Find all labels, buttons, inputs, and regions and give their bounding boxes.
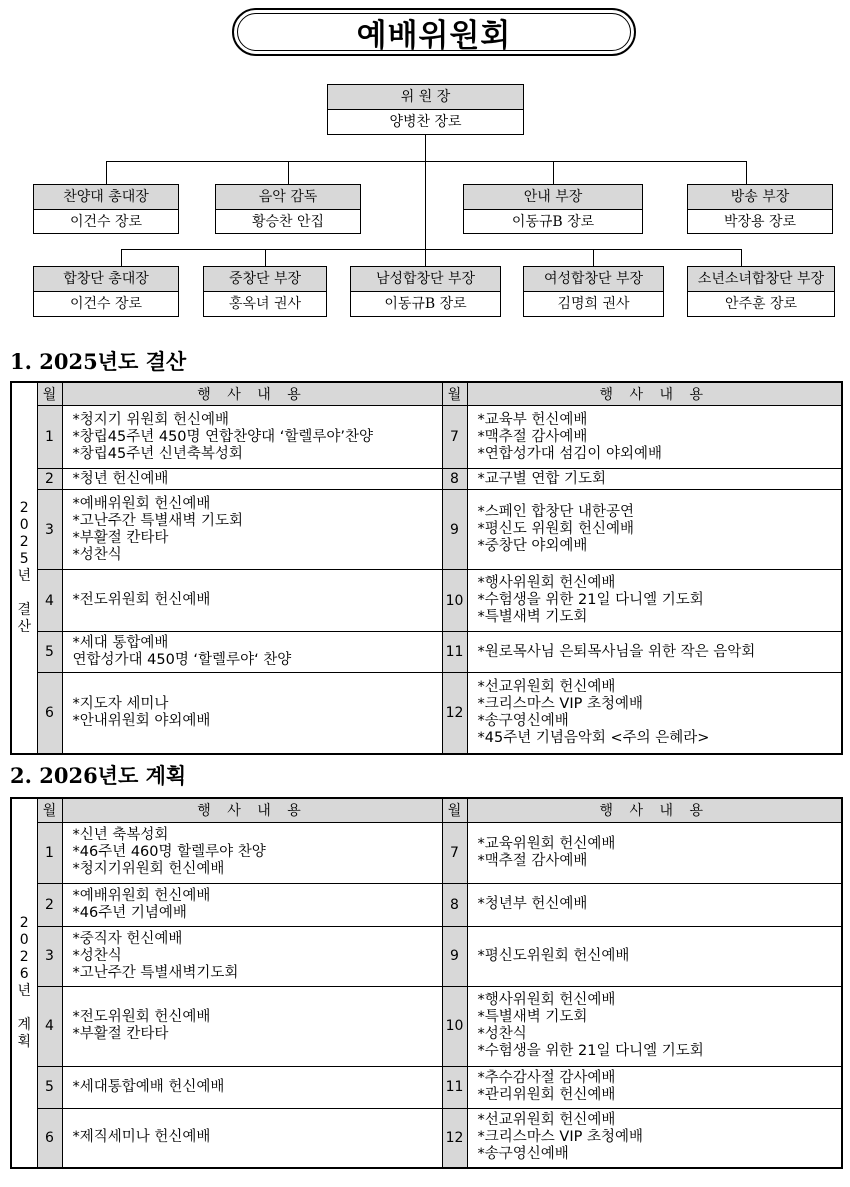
table-row [11,986,842,1066]
event-item: *행사위원회 헌신예배 [477,992,616,1008]
side-label [11,382,37,754]
events-cell [467,406,842,469]
month-cell: 8 [442,883,467,926]
org-name: 황승찬 안집 [251,214,325,230]
month-cell: 8 [442,469,467,490]
events-cell [62,570,442,632]
org-name: 양병찬 장로 [389,114,462,130]
event-item: *수험생을 위한 21일 다니엘 기도회 [477,592,704,608]
table-row [11,673,842,754]
side-label-char: 획 [17,1034,32,1050]
month-cell: 12 [442,673,467,754]
org-box [687,266,835,317]
events-cell [467,469,842,490]
events-cell [62,490,442,570]
event-item: *행사위원회 헌신예배 [477,575,616,591]
org-box [687,184,833,234]
month-cell: 3 [37,490,62,570]
events-cell [62,1066,442,1108]
event-item: *교육위원회 헌신예배 [477,835,616,852]
event-item: *청년부 헌신예배 [477,896,588,912]
side-label-char: 2 [19,499,29,516]
event-item: *성찬식 [477,1026,527,1042]
org-box [523,266,664,317]
org-line [746,161,747,184]
side-label-char: 5 [19,550,29,567]
events-cell [62,632,442,673]
month-cell: 11 [442,632,467,673]
month-cell: 9 [442,490,467,570]
event-item: *세대통합예배 헌신예배 [72,1078,225,1095]
table-row [11,570,842,632]
event-item: *지도자 세미나 [72,695,169,712]
event-item: *성찬식 [72,546,122,563]
month-cell: 2 [37,469,62,490]
event-item: *세대 통합예배 [72,635,169,651]
side-label-char: 2 [19,915,29,931]
side-label-char: 0 [19,932,29,948]
side-label [11,798,37,1168]
month-cell: 5 [37,1066,62,1108]
org-box [215,184,361,234]
side-label-char: 년 [17,567,32,584]
event-item: *청지기 위원회 헌신예배 [72,411,230,428]
event-item: *성찬식 [72,947,122,964]
org-role: 음악 감독 [216,185,360,210]
month-cell: 6 [37,673,62,754]
event-item: *교구별 연합 기도회 [477,470,607,487]
events-cell [62,469,442,490]
event-item: *크리스마스 VIP 초청예배 [477,695,643,712]
events-cell [467,822,842,883]
org-line [288,161,289,184]
month-cell: 3 [37,926,62,986]
org-line [593,249,594,266]
table-row [11,883,842,926]
table-row [11,632,842,673]
table-row [11,1108,842,1168]
event-item: *원로목사님 은퇴목사님을 위한 작은 음악회 [477,643,756,660]
side-label-char [12,585,37,602]
events-cell [467,490,842,570]
event-item: *예배위원회 헌신예배 [72,887,211,904]
event-item: *선교위원회 헌신예배 [477,678,616,695]
side-label-char: 0 [19,516,29,533]
section-title: 2. 2026년도 계획 [10,763,187,788]
header-month: 월 [37,798,62,822]
event-item: *고난주간 특별새벽 기도회 [72,512,244,529]
events-cell [467,926,842,986]
org-role: 합창단 총대장 [34,267,178,292]
side-label-char: 년 [17,983,32,999]
org-role: 소년소녀합창단 부장 [688,267,834,292]
month-cell: 10 [442,570,467,632]
event-item: *스페인 합창단 내한공연 [477,504,635,520]
org-box [33,266,179,317]
table-row [11,822,842,883]
org-role: 여성합창단 부장 [524,267,663,292]
month-cell: 4 [37,570,62,632]
event-item: *46주년 기념예배 [72,904,187,921]
table-row [11,469,842,490]
org-line [121,249,122,266]
event-item: *제직세미나 헌신예배 [72,1129,211,1146]
table-row [11,490,842,570]
events-cell [467,570,842,632]
header-month: 월 [442,798,467,822]
event-item: *송구영신예배 [477,712,569,729]
org-role: 위 원 장 [328,85,523,110]
header-month: 월 [442,382,467,406]
table-row [11,406,842,469]
event-item: *추수감사절 감사예배 [477,1070,616,1086]
month-cell: 4 [37,986,62,1066]
events-cell [62,986,442,1066]
event-item: *46주년 460명 할렐루야 찬양 [72,844,266,860]
org-name: 박장용 장로 [723,214,797,230]
event-item: *선교위원회 헌신예배 [477,1112,616,1129]
month-cell: 2 [37,883,62,926]
month-cell: 11 [442,1066,467,1108]
events-cell [467,1066,842,1108]
org-name: 이동규B 장로 [384,296,467,312]
header-month: 월 [37,382,62,406]
event-item: *창립45주년 450명 연합찬양대 ‘할렐루야’찬양 [72,428,374,445]
event-item: *관리위원회 헌신예배 [477,1087,616,1103]
month-cell: 9 [442,926,467,986]
event-item: *특별새벽 기도회 [477,1009,588,1025]
event-item: *크리스마스 VIP 초청예배 [477,1129,643,1146]
event-item: *부활절 칸타타 [72,529,169,546]
side-label-char: 결 [17,601,32,618]
events-cell [467,986,842,1066]
event-item: *특별새벽 기도회 [477,609,588,625]
org-line [265,249,266,266]
org-role: 방송 부장 [688,185,832,210]
month-cell: 10 [442,986,467,1066]
org-name: 이건수 장로 [69,296,143,312]
org-role: 중창단 부장 [204,267,326,292]
event-item: *수험생을 위한 21일 다니엘 기도회 [477,1043,704,1059]
org-role: 남성합창단 부장 [351,267,500,292]
org-name: 이건수 장로 [69,214,143,230]
plan-table-2026 [10,797,843,1169]
event-item: *안내위원회 야외예배 [72,712,211,729]
org-box [203,266,327,317]
org-box [33,184,179,234]
event-item: *부활절 칸타타 [72,1026,169,1042]
event-item: *연합성가대 섬김이 야외예배 [477,445,663,462]
month-cell: 7 [442,406,467,469]
events-cell [467,673,842,754]
org-box [463,184,643,234]
event-item: *청년 헌신예배 [72,470,169,487]
event-item: *45주년 기념음악회 <주의 은혜라> [477,729,710,746]
events-cell [62,1108,442,1168]
events-cell [467,1108,842,1168]
side-label-char: 2 [19,533,29,550]
event-item: *송구영신예배 [477,1146,569,1163]
events-cell [62,883,442,926]
page-title: 예배위원회 [237,13,631,51]
org-box-chair [327,84,524,135]
header-content: 행 사 내 용 [467,798,842,822]
event-item: *신년 축복성회 [72,827,169,843]
header-content: 행 사 내 용 [467,382,842,406]
org-line [106,161,107,184]
event-item: *교육부 헌신예배 [477,411,588,428]
org-name: 안주훈 장로 [724,296,798,312]
section-title: 1. 2025년도 결산 [10,349,187,374]
event-item: 연합성가대 450명 ‘할렐루야‘ 찬양 [72,652,292,668]
event-item: *평신도위원회 헌신예배 [477,947,630,964]
org-role: 안내 부장 [464,185,642,210]
events-cell [467,883,842,926]
org-line [106,161,746,162]
month-cell: 6 [37,1108,62,1168]
event-item: *맥추절 감사예배 [477,428,588,445]
table-row [11,1066,842,1108]
org-role: 찬양대 총대장 [34,185,178,210]
org-line [425,134,426,267]
event-item: *고난주간 특별새벽기도회 [72,964,239,981]
org-name: 이동규B 장로 [511,214,595,230]
title-frame [232,8,636,56]
side-label-char: 계 [17,1017,32,1033]
month-cell: 12 [442,1108,467,1168]
event-item: *청지기위원회 헌신예배 [72,861,225,877]
events-cell [62,673,442,754]
month-cell: 1 [37,406,62,469]
event-item: *전도위원회 헌신예배 [72,592,211,608]
event-item: *전도위원회 헌신예배 [72,1009,211,1025]
events-cell [467,632,842,673]
events-cell [62,822,442,883]
side-label-char: 산 [17,618,32,635]
org-line [741,249,742,266]
events-cell [62,406,442,469]
org-name: 김명희 권사 [557,296,630,312]
side-label-char: 2 [19,949,29,965]
org-line [553,161,554,184]
plan-table-2025 [10,381,843,755]
org-line [121,249,742,250]
event-item: *중창단 야외예배 [477,538,588,554]
event-item: *평신도 위원회 헌신예배 [477,521,635,537]
side-label-char: 6 [19,966,29,982]
side-label-char [12,1000,37,1017]
org-box [350,266,501,317]
event-item: *중직자 헌신예배 [72,930,183,947]
month-cell: 1 [37,822,62,883]
events-cell [62,926,442,986]
event-item: *예배위원회 헌신예배 [72,495,211,512]
table-row [11,926,842,986]
header-content: 행 사 내 용 [62,798,442,822]
header-content: 행 사 내 용 [62,382,442,406]
event-item: *창립45주년 신년축복성회 [72,445,243,462]
month-cell: 5 [37,632,62,673]
month-cell: 7 [442,822,467,883]
org-name: 홍옥녀 권사 [228,296,302,312]
event-item: *맥추절 감사예배 [477,852,588,869]
